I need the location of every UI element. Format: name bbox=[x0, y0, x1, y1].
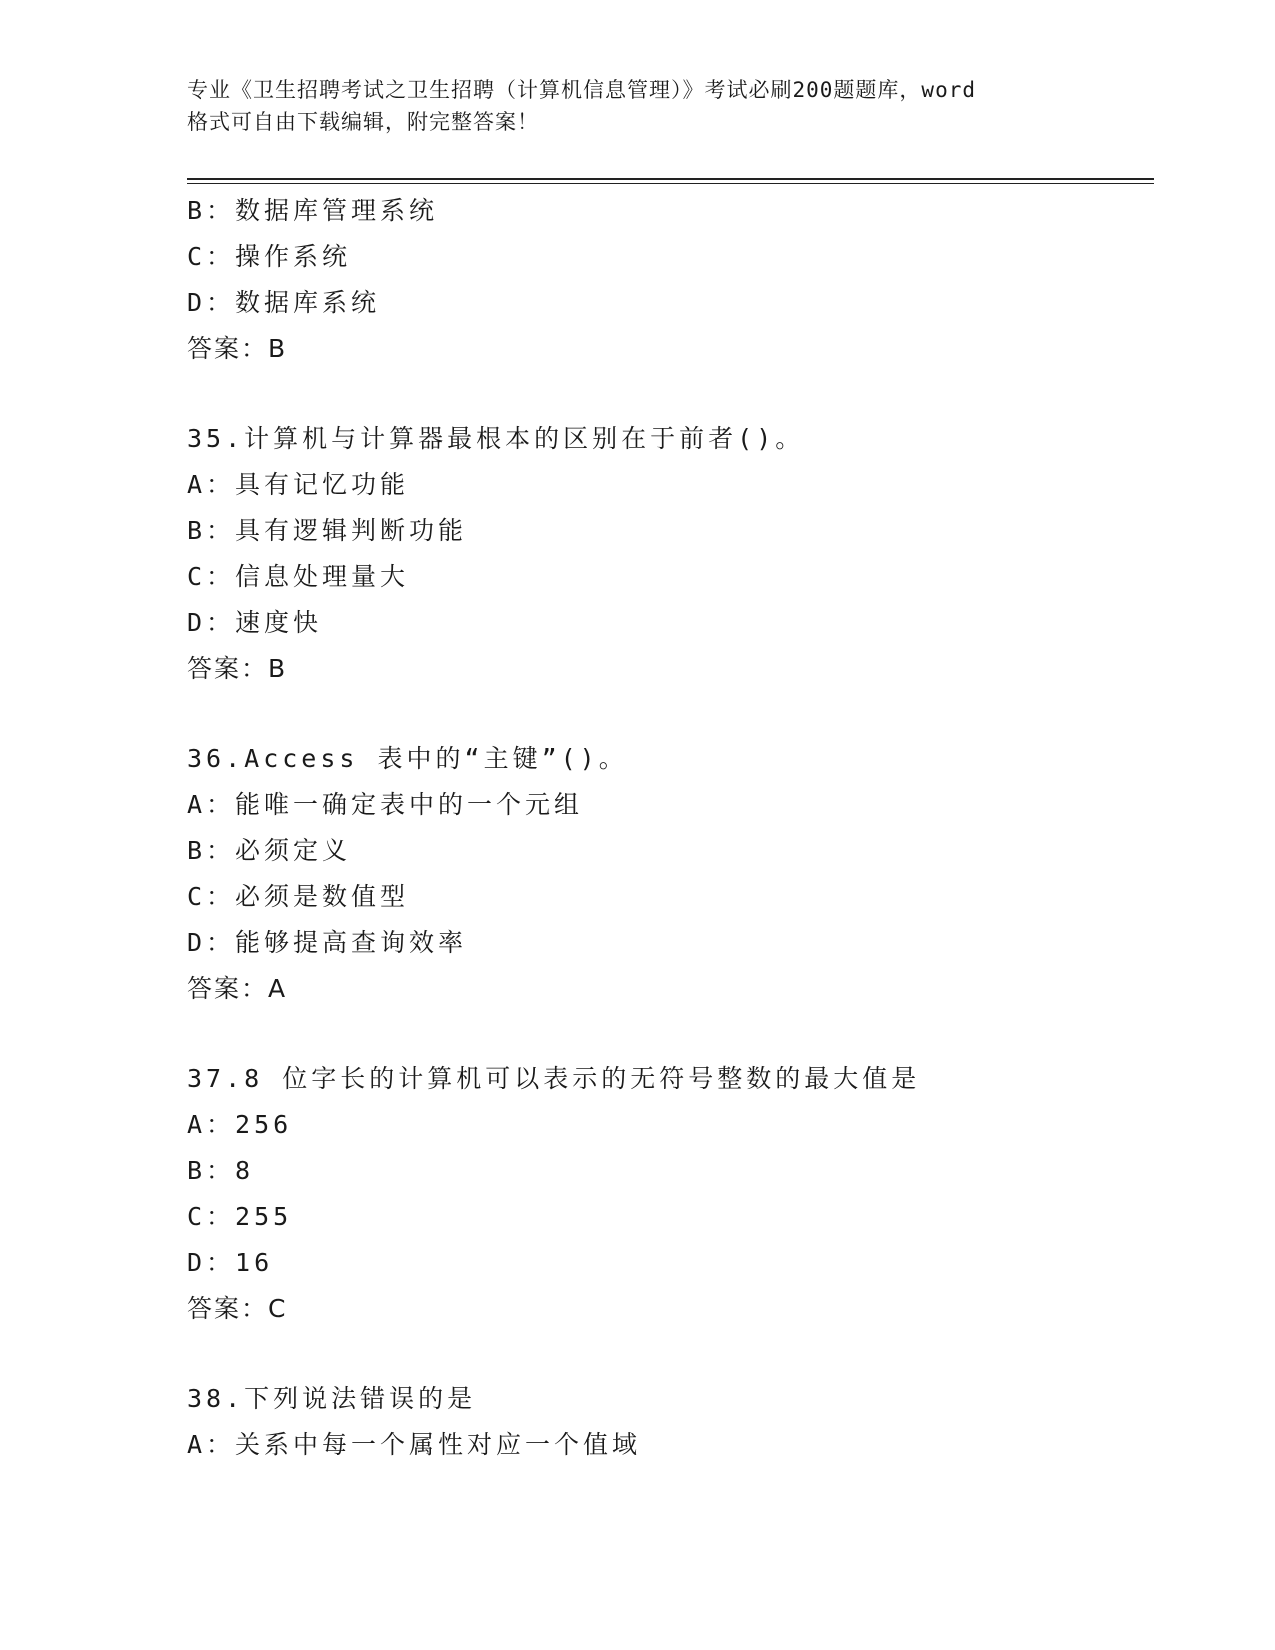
answer-line: 答案：C bbox=[187, 1294, 288, 1323]
question-title: 35.计算机与计算器最根本的区别在于前者()。 bbox=[187, 424, 805, 453]
answer-line: 答案：A bbox=[187, 974, 288, 1003]
question-title: 38.下列说法错误的是 bbox=[187, 1384, 477, 1413]
option-b: B：数据库管理系统 bbox=[187, 196, 439, 225]
option-c: C：必须是数值型 bbox=[187, 882, 410, 911]
question-38 bbox=[187, 1376, 1187, 1468]
option-d: D：数据库系统 bbox=[187, 288, 381, 317]
header-line-2: 格式可自由下载编辑，附完整答案！ bbox=[187, 110, 539, 134]
document-header bbox=[187, 74, 1087, 138]
option-a: A：关系中每一个属性对应一个值域 bbox=[187, 1430, 642, 1459]
question-list bbox=[187, 188, 1187, 1468]
question-title: 36.Access 表中的“主键”()。 bbox=[187, 744, 628, 773]
option-c: C：255 bbox=[187, 1202, 293, 1231]
question-37 bbox=[187, 1056, 1187, 1332]
question-title: 37.8 位字长的计算机可以表示的无符号整数的最大值是 bbox=[187, 1064, 921, 1093]
question-34-continued bbox=[187, 188, 1187, 372]
option-d: D：16 bbox=[187, 1248, 274, 1277]
option-a: A：256 bbox=[187, 1110, 293, 1139]
header-line-1: 专业《卫生招聘考试之卫生招聘（计算机信息管理）》考试必刷200题题库，word bbox=[187, 78, 976, 102]
option-d: D：速度快 bbox=[187, 608, 323, 637]
question-36 bbox=[187, 736, 1187, 1012]
option-d: D：能够提高查询效率 bbox=[187, 928, 468, 957]
header-divider-thick bbox=[187, 178, 1154, 180]
header-divider-thin bbox=[187, 183, 1154, 184]
answer-line: 答案：B bbox=[187, 334, 288, 363]
option-b: B：8 bbox=[187, 1156, 255, 1185]
option-c: C：操作系统 bbox=[187, 242, 352, 271]
answer-line: 答案：B bbox=[187, 654, 288, 683]
option-b: B：具有逻辑判断功能 bbox=[187, 516, 468, 545]
option-c: C：信息处理量大 bbox=[187, 562, 410, 591]
question-35 bbox=[187, 416, 1187, 692]
option-b: B：必须定义 bbox=[187, 836, 352, 865]
option-a: A：具有记忆功能 bbox=[187, 470, 410, 499]
option-a: A：能唯一确定表中的一个元组 bbox=[187, 790, 584, 819]
